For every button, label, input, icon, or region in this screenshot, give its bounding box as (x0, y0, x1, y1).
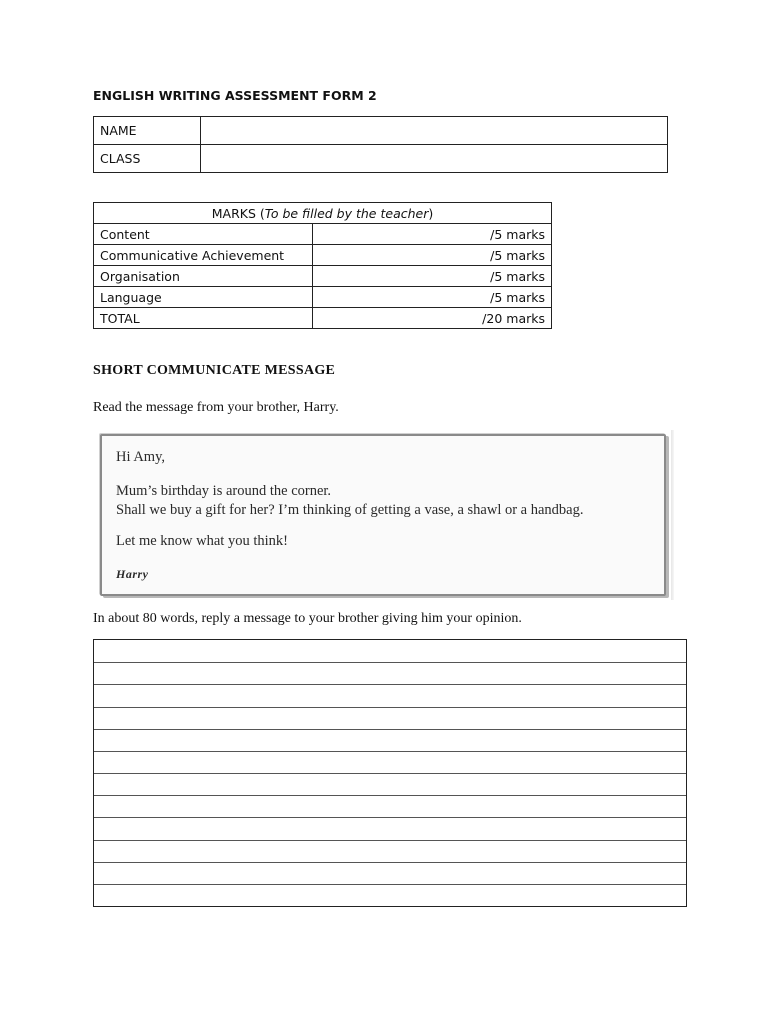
writing-line (94, 884, 686, 885)
message-line: Shall we buy a gift for her? I’m thinking of getting a vase, a shawl or a handbag. (116, 502, 584, 518)
answer-lines-area[interactable] (93, 639, 687, 907)
class-label: CLASS (94, 145, 201, 173)
name-label: NAME (94, 117, 201, 145)
writing-line (94, 707, 686, 708)
criterion-marks[interactable]: /5 marks (313, 224, 552, 245)
writing-line (94, 817, 686, 818)
writing-line (94, 795, 686, 796)
section-heading: SHORT COMMUNICATE MESSAGE (93, 363, 336, 378)
criterion-marks[interactable]: /5 marks (313, 287, 552, 308)
writing-line (94, 773, 686, 774)
writing-line (94, 840, 686, 841)
marks-row-communicative (94, 245, 552, 266)
marks-row-organisation (94, 266, 552, 287)
writing-line (94, 862, 686, 863)
scan-edge (671, 430, 674, 600)
writing-line (94, 751, 686, 752)
criterion-label: TOTAL (94, 308, 313, 329)
name-field[interactable] (201, 117, 668, 145)
marks-header-prefix: MARKS ( (211, 205, 265, 221)
marks-row-content (94, 224, 552, 245)
message-greeting: Hi Amy, (116, 449, 166, 465)
criterion-label: Content (94, 224, 313, 245)
message-signature: Harry (116, 567, 149, 581)
marks-row-language (94, 287, 552, 308)
class-row (94, 145, 668, 173)
criterion-label: Language (94, 287, 313, 308)
marks-header-row (94, 203, 552, 224)
message-line: Let me know what you think! (116, 533, 288, 549)
marks-header-suffix: ) (428, 205, 434, 221)
criterion-label: Organisation (94, 266, 313, 287)
brother-message-box (100, 434, 666, 596)
criterion-marks[interactable]: /20 marks (313, 308, 552, 329)
criterion-label: Communicative Achievement (94, 245, 313, 266)
name-row (94, 117, 668, 145)
class-field[interactable] (201, 145, 668, 173)
writing-line (94, 662, 686, 663)
message-line: Mum’s birthday is around the corner. (116, 483, 332, 499)
marks-header-note: To be filled by the teacher (264, 205, 429, 221)
criterion-marks[interactable]: /5 marks (313, 266, 552, 287)
read-instruction: Read the message from your brother, Harry. (93, 400, 339, 415)
writing-line (94, 729, 686, 730)
marks-header (94, 203, 552, 224)
marks-row-total (94, 308, 552, 329)
writing-line (94, 684, 686, 685)
write-instruction: In about 80 words, reply a message to your brother giving him your opinion. (93, 611, 522, 626)
marks-table (93, 202, 552, 329)
form-title: ENGLISH WRITING ASSESSMENT FORM 2 (93, 88, 377, 103)
student-info-table (93, 116, 668, 173)
criterion-marks[interactable]: /5 marks (313, 245, 552, 266)
